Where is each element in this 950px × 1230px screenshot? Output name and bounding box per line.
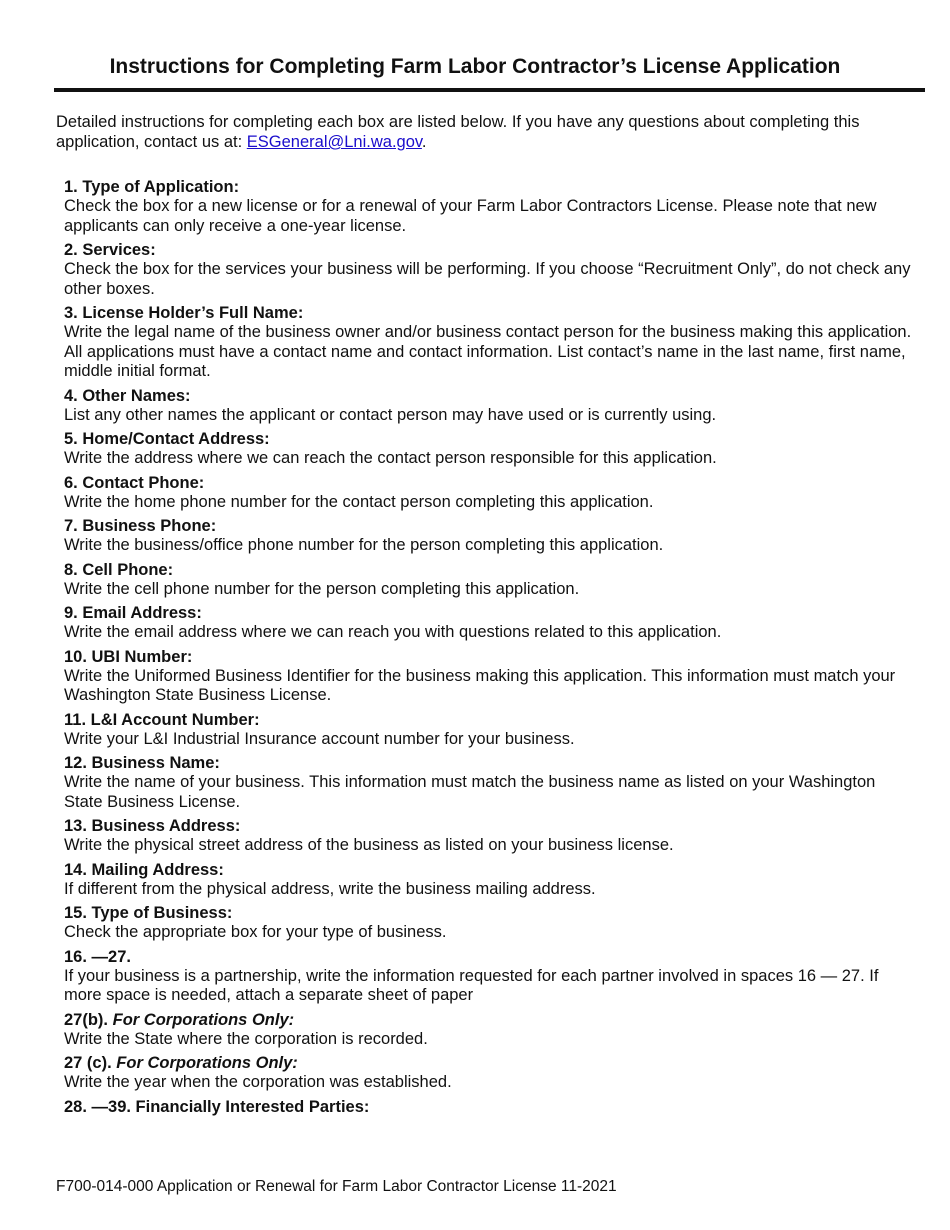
item-text: List any other names the applicant or contact person may have used or is currently using. [64, 405, 717, 424]
item-text: Write the State where the corporation is recorded. [64, 1029, 428, 1048]
intro-text: Detailed instructions for completing each box are listed below. If you have any questions about completing this application, contact us at: [56, 113, 860, 151]
instruction-item-9 [64, 603, 916, 643]
instruction-item-1 [64, 177, 916, 236]
intro-paragraph [56, 112, 916, 152]
item-text: Write the Uniformed Business Identifier for the business making this application. This information must match your Washington State Business License. [64, 666, 896, 704]
page-title: Instructions for Completing Farm Labor Contractor’s License Application [109, 55, 841, 78]
form-footer: F700-014-000 Application or Renewal for Farm Labor Contractor License 11-2021 [56, 1178, 617, 1195]
item-text: Check the box for a new license or for a renewal of your Farm Labor Contractors License. Please note that new applicants can only receive a one-year license. [64, 197, 877, 235]
item-text: Write the physical street address of the business as listed on your business license. [64, 836, 674, 854]
intro-text-end: . [421, 133, 427, 151]
instruction-item-4 [64, 386, 916, 426]
item-number: 27(b). [64, 1010, 109, 1029]
item-heading: 9. Email Address: [64, 604, 202, 622]
item-text: If different from the physical address, write the business mailing address. [64, 879, 596, 898]
item-heading: 12. Business Name: [64, 754, 220, 772]
item-label: For Corporations Only: [116, 1054, 298, 1072]
instruction-item-6 [64, 473, 916, 513]
instruction-item-10 [64, 647, 916, 706]
instruction-item-28-39 [64, 1097, 916, 1117]
item-heading: 4. Other Names: [64, 386, 191, 405]
item-heading [64, 1053, 916, 1073]
item-text: Check the box for the services your business will be performing. If you choose “Recruitment Only”, do not check any other boxes. [64, 260, 911, 298]
instruction-item-14 [64, 860, 916, 900]
instruction-item-3 [64, 303, 916, 382]
item-heading: 16. —27. [64, 947, 131, 966]
instruction-item-8 [64, 560, 916, 600]
item-heading: 6. Contact Phone: [64, 473, 205, 492]
instruction-item-11 [64, 710, 916, 750]
item-text: Write the home phone number for the contact person completing this application. [64, 492, 654, 511]
instruction-item-12 [64, 753, 916, 812]
instruction-item-7 [64, 516, 916, 556]
item-heading: 15. Type of Business: [64, 904, 233, 922]
item-text: Write the cell phone number for the person completing this application. [64, 579, 580, 598]
item-heading: 8. Cell Phone: [64, 560, 174, 579]
item-text: Write the name of your business. This information must match the business name as listed on your Washington State Business License. [64, 773, 876, 811]
instruction-item-15 [64, 903, 916, 943]
instruction-item-2 [64, 240, 916, 299]
item-heading: 3. License Holder’s Full Name: [64, 304, 304, 322]
instruction-item-5 [64, 429, 916, 469]
item-text: Write the email address where we can reach you with questions related to this application. [64, 623, 722, 641]
item-label: For Corporations Only: [112, 1010, 295, 1029]
item-heading: 5. Home/Contact Address: [64, 430, 270, 448]
instruction-item-27b [64, 1010, 916, 1050]
item-text: Write the business/office phone number for the person completing this application. [64, 536, 664, 554]
item-text: If your business is a partnership, write the information requested for each partner involved in spaces 16 — 27. If more space is needed, attach a separate sheet of paper [64, 966, 879, 1004]
item-heading: 13. Business Address: [64, 817, 241, 835]
item-number: 27 (c). [64, 1054, 112, 1072]
item-heading: 28. —39. Financially Interested Parties: [64, 1097, 370, 1116]
item-heading: 7. Business Phone: [64, 517, 217, 535]
item-text: Check the appropriate box for your type of business. [64, 923, 447, 941]
item-heading: 11. L&I Account Number: [64, 710, 260, 729]
title-divider [54, 88, 925, 92]
item-heading: 2. Services: [64, 241, 156, 259]
instruction-item-13 [64, 816, 916, 856]
instruction-item-27c [64, 1053, 916, 1093]
item-text: Write your L&I Industrial Insurance account number for your business. [64, 729, 575, 748]
item-text: Write the address where we can reach the contact person responsible for this application. [64, 449, 717, 467]
instruction-item-16-27 [64, 947, 916, 1006]
item-heading: 1. Type of Application: [64, 178, 240, 196]
item-heading [64, 1010, 916, 1030]
item-heading: 14. Mailing Address: [64, 860, 224, 879]
contact-email-link[interactable]: ESGeneral@Lni.wa.gov [246, 133, 422, 151]
item-heading: 10. UBI Number: [64, 647, 193, 666]
instructions-list [64, 177, 916, 1121]
item-text: Write the legal name of the business owner and/or business contact person for the business making this application. All applications must have a contact name and contact information. List contact’s name in the last name, first name, middle initial format. [64, 323, 912, 380]
item-text: Write the year when the corporation was established. [64, 1073, 452, 1091]
